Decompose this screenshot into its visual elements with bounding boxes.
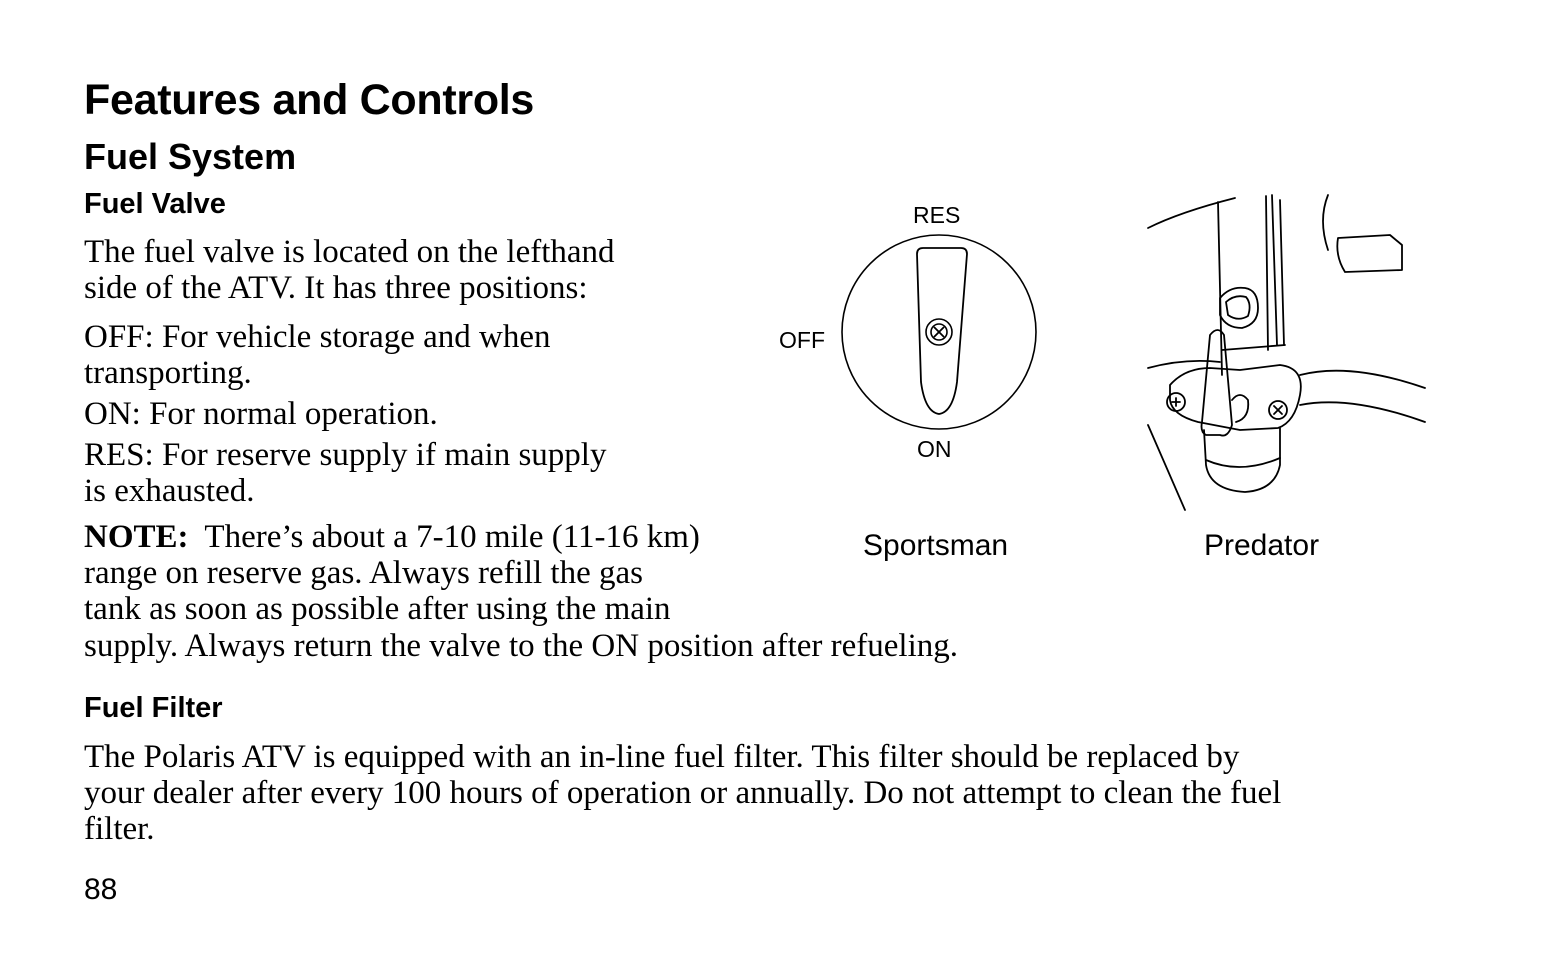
fuel-valve-heading: Fuel Valve: [84, 188, 226, 220]
note-text-1: There’s about a 7-10 mile (11-16 km): [188, 519, 700, 555]
note-line-2: range on reserve gas. Always refill the gas: [84, 555, 643, 591]
fuel-valve-intro: The fuel valve is located on the lefthand side of the ATV. It has three positions:: [84, 234, 615, 306]
fuel-filter-text: The Polaris ATV is equipped with an in-line fuel filter. This filter should be replaced by your dealer after every 100 hours of operation or annually. Do not attempt to clean the fuel filter.: [84, 739, 1282, 847]
position-res-text: RES: For reserve supply if main supply is exhausted.: [84, 437, 607, 509]
position-off-text: OFF: For vehicle storage and when transporting.: [84, 319, 551, 391]
predator-valve-illustration: [1140, 190, 1430, 515]
note-label: NOTE:: [84, 519, 189, 555]
sportsman-valve-dial-illustration: [835, 232, 1045, 434]
dial-label-res: RES: [913, 202, 961, 228]
note-line-4: supply. Always return the valve to the ON position after refueling.: [84, 628, 958, 664]
fuel-filter-heading: Fuel Filter: [84, 692, 223, 724]
page-title: Features and Controls: [84, 76, 535, 124]
section-heading: Fuel System: [84, 136, 297, 177]
note-line-1: [84, 519, 700, 555]
dial-label-on: ON: [917, 436, 952, 462]
position-on-text: ON: For normal operation.: [84, 396, 438, 432]
caption-sportsman: Sportsman: [863, 529, 1009, 562]
caption-predator: Predator: [1204, 529, 1320, 562]
dial-label-off: OFF: [779, 327, 825, 353]
page-number: 88: [84, 873, 118, 906]
note-line-3: tank as soon as possible after using the main: [84, 591, 671, 627]
